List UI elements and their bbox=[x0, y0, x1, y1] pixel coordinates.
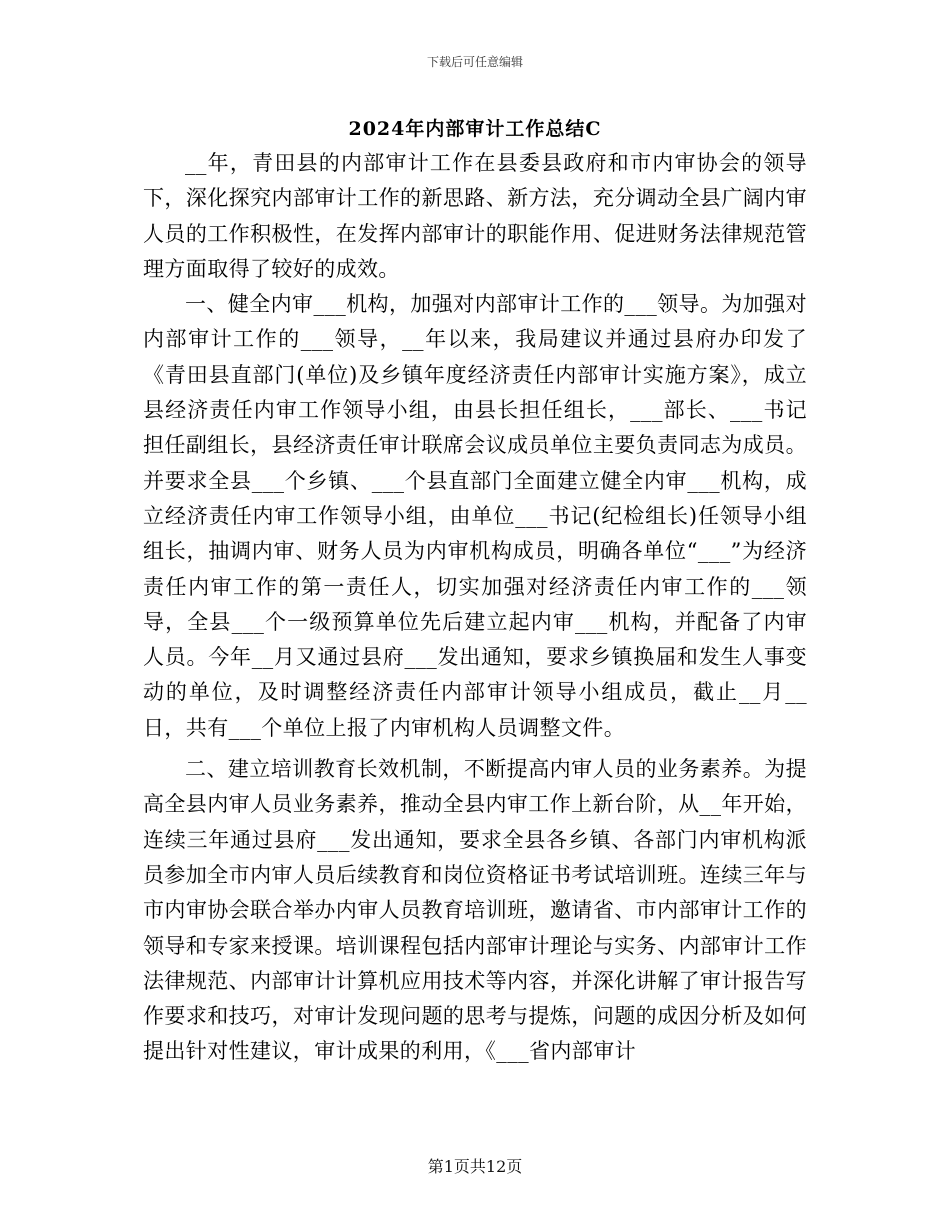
paragraph-intro: __年，青田县的内部审计工作在县委县政府和市内审协会的领导下，深化探究内部审计工作的新思路、新方法，充分调动全县广阔内审人员的工作积极性，在发挥内部审计的职能作用、促进财务法律规范管理方面取得了较好的成效。 bbox=[143, 151, 807, 281]
paragraph-section-1: 一、健全内审___机构，加强对内部审计工作的___领导。为加强对内部审计工作的___领导，__年以来，我局建议并通过县府办印发了《青田县直部门(单位)及乡镇年度经济责任内部审计实施方案》，成立县经济责任内审工作领导小组，由县长担任组长，___部长、___书记担任副组长，县经济责任审计联席会议成员单位主要负责同志为成员。并要求全县___个乡镇、___个县直部门全面建立健全内审___机构，成立经济责任内审工作领导小组，由单位___书记(纪检组长)任领导小组组长，抽调内审、财务人员为内审机构成员，明确各单位“___”为经济责任内审工作的第一责任人，切实加强对经济责任内审工作的___领导，全县___个一级预算单位先后建立起内审___机构，并配备了内审人员。今年__月又通过县府___发出通知，要求乡镇换届和发生人事变动的单位，及时调整经济责任内部审计领导小组成员，截止__月__日，共有___个单位上报了内审机构人员调整文件。 bbox=[143, 292, 807, 740]
page-number-footer: 第1页共12页 bbox=[427, 1157, 523, 1176]
document-title: 2024年内部审计工作总结C bbox=[348, 118, 602, 140]
header-note: 下载后可任意编辑 bbox=[426, 55, 523, 69]
document-body bbox=[143, 146, 807, 1070]
paragraph-section-2: 二、建立培训教育长效机制，不断提高内审人员的业务素养。为提高全县内审人员业务素养，推动全县内审工作上新台阶，从__年开始，连续三年通过县府___发出通知，要求全县各乡镇、各部门内审机构派员参加全市内审人员后续教育和岗位资格证书考试培训班。连续三年与市内审协会联合举办内审人员教育培训班，邀请省、市内部审计工作的领导和专家来授课。培训课程包括内部审计理论与实务、内部审计工作法律规范、内部审计计算机应用技术等内容，并深化讲解了审计报告写作要求和技巧，对审计发现问题的思考与提炼，问题的成因分析及如何提出针对性建议，审计成果的利用，《___省内部审计 bbox=[143, 757, 807, 1064]
